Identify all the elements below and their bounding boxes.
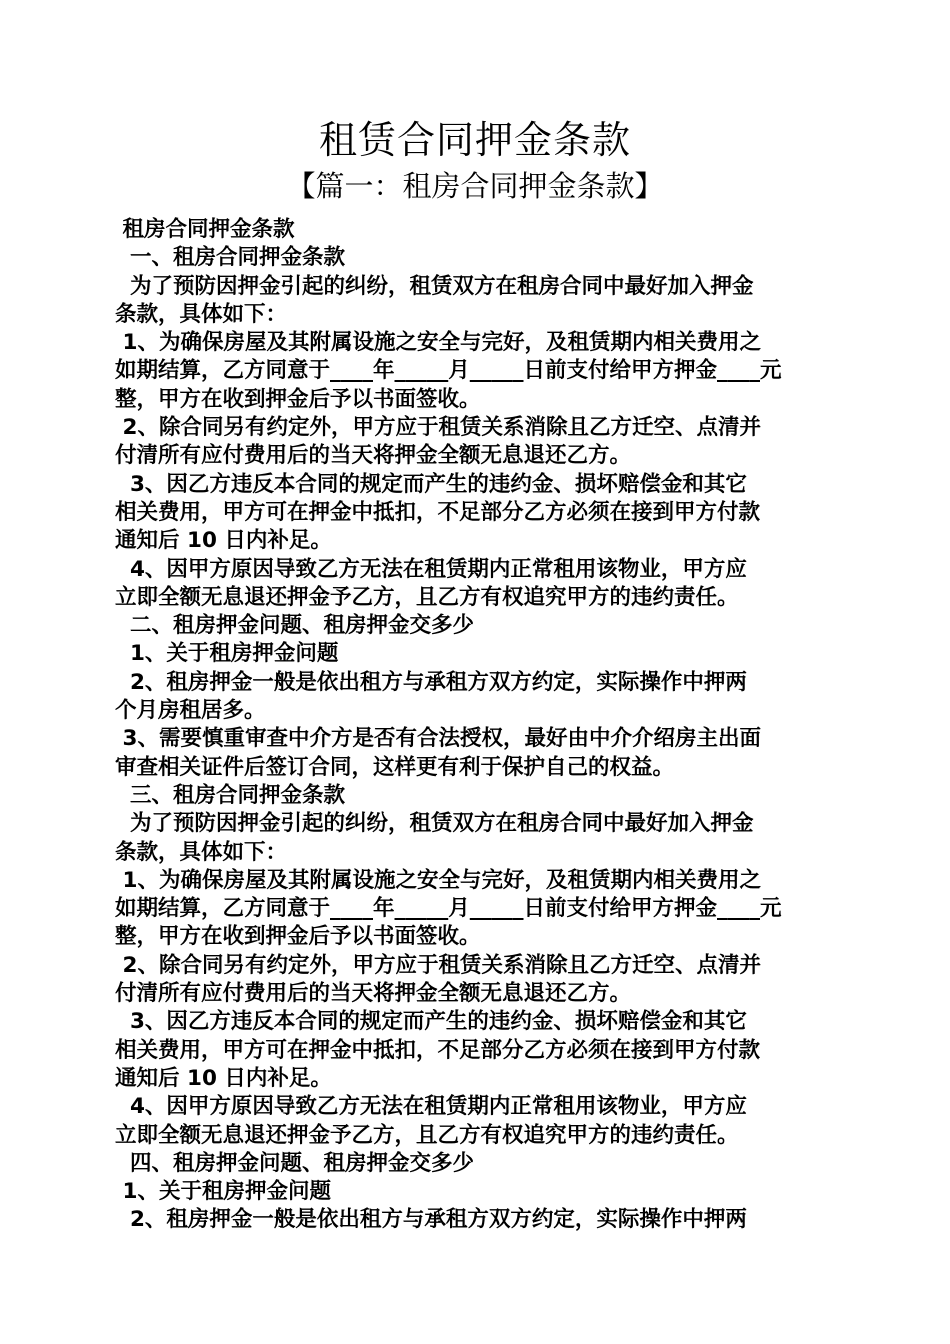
text-line: 1、为确保房屋及其附属设施之安全与完好，及租赁期内相关费用之 <box>115 330 761 356</box>
text-line: 2、租房押金一般是依出租方与承租方双方约定，实际操作中押两 <box>115 1207 747 1233</box>
text-line: 3、因乙方违反本合同的规定而产生的违约金、损坏赔偿金和其它 <box>115 1009 747 1035</box>
text-line: 审查相关证件后签订合同，这样更有利于保护自己的权益。 <box>115 754 675 780</box>
text-line: 如期结算，乙方同意于____年_____月_____日前支付给甲方押金____元 <box>115 896 782 922</box>
text-line: 立即全额无息退还押金予乙方，且乙方有权追究甲方的违约责任。 <box>115 1122 739 1148</box>
text-line: 立即全额无息退还押金予乙方，且乙方有权追究甲方的违约责任。 <box>115 584 739 610</box>
document-title: 租赁合同押金条款 <box>318 118 631 162</box>
text-line: 如期结算，乙方同意于____年_____月_____日前支付给甲方押金____元 <box>115 358 782 384</box>
document-body <box>115 216 835 1235</box>
text-line: 个月房租居多。 <box>115 698 266 724</box>
text-line: 2、除合同另有约定外，甲方应于租赁关系消除且乙方迁空、点清并 <box>115 952 761 978</box>
text-line: 1、为确保房屋及其附属设施之安全与完好，及租赁期内相关费用之 <box>115 867 761 893</box>
text-line: 一、租房合同押金条款 <box>115 245 345 271</box>
text-line: 相关费用，甲方可在押金中抵扣，不足部分乙方必须在接到甲方付款 <box>115 499 761 525</box>
text-line: 四、租房押金问题、租房押金交多少 <box>115 1150 474 1176</box>
text-line: 4、因甲方原因导致乙方无法在租赁期内正常租用该物业，甲方应 <box>115 556 747 582</box>
text-line: 为了预防因押金引起的纠纷，租赁双方在租房合同中最好加入押金 <box>115 811 754 837</box>
text-line: 1、关于租房押金问题 <box>115 1179 331 1205</box>
text-line: 付清所有应付费用后的当天将押金全额无息退还乙方。 <box>115 443 632 469</box>
text-line: 条款，具体如下： <box>115 839 288 865</box>
text-line: 整，甲方在收到押金后予以书面签收。 <box>115 924 481 950</box>
text-line: 4、因甲方原因导致乙方无法在租赁期内正常租用该物业，甲方应 <box>115 1094 747 1120</box>
text-line: 2、除合同另有约定外，甲方应于租赁关系消除且乙方迁空、点清并 <box>115 415 761 441</box>
text-line: 条款，具体如下： <box>115 301 288 327</box>
text-line: 3、因乙方违反本合同的规定而产生的违约金、损坏赔偿金和其它 <box>115 471 747 497</box>
text-line: 付清所有应付费用后的当天将押金全额无息退还乙方。 <box>115 981 632 1007</box>
text-line: 租房合同押金条款 <box>115 217 295 242</box>
text-line: 3、需要慎重审查中介方是否有合法授权，最好由中介介绍房主出面 <box>115 726 761 752</box>
text-line: 二、租房押金问题、租房押金交多少 <box>115 613 474 639</box>
text-line: 通知后 10 日内补足。 <box>115 528 332 554</box>
text-line: 2、租房押金一般是依出租方与承租方双方约定，实际操作中押两 <box>115 669 747 695</box>
text-line: 三、租房合同押金条款 <box>115 782 345 808</box>
text-line: 1、关于租房押金问题 <box>115 641 339 667</box>
text-line: 为了预防因押金引起的纠纷，租赁双方在租房合同中最好加入押金 <box>115 273 754 299</box>
text-line: 相关费用，甲方可在押金中抵扣，不足部分乙方必须在接到甲方付款 <box>115 1037 761 1063</box>
text-line: 整，甲方在收到押金后予以书面签收。 <box>115 386 481 412</box>
document-subtitle: 【篇一：租房合同押金条款】 <box>286 169 664 203</box>
text-line: 通知后 10 日内补足。 <box>115 1065 332 1091</box>
